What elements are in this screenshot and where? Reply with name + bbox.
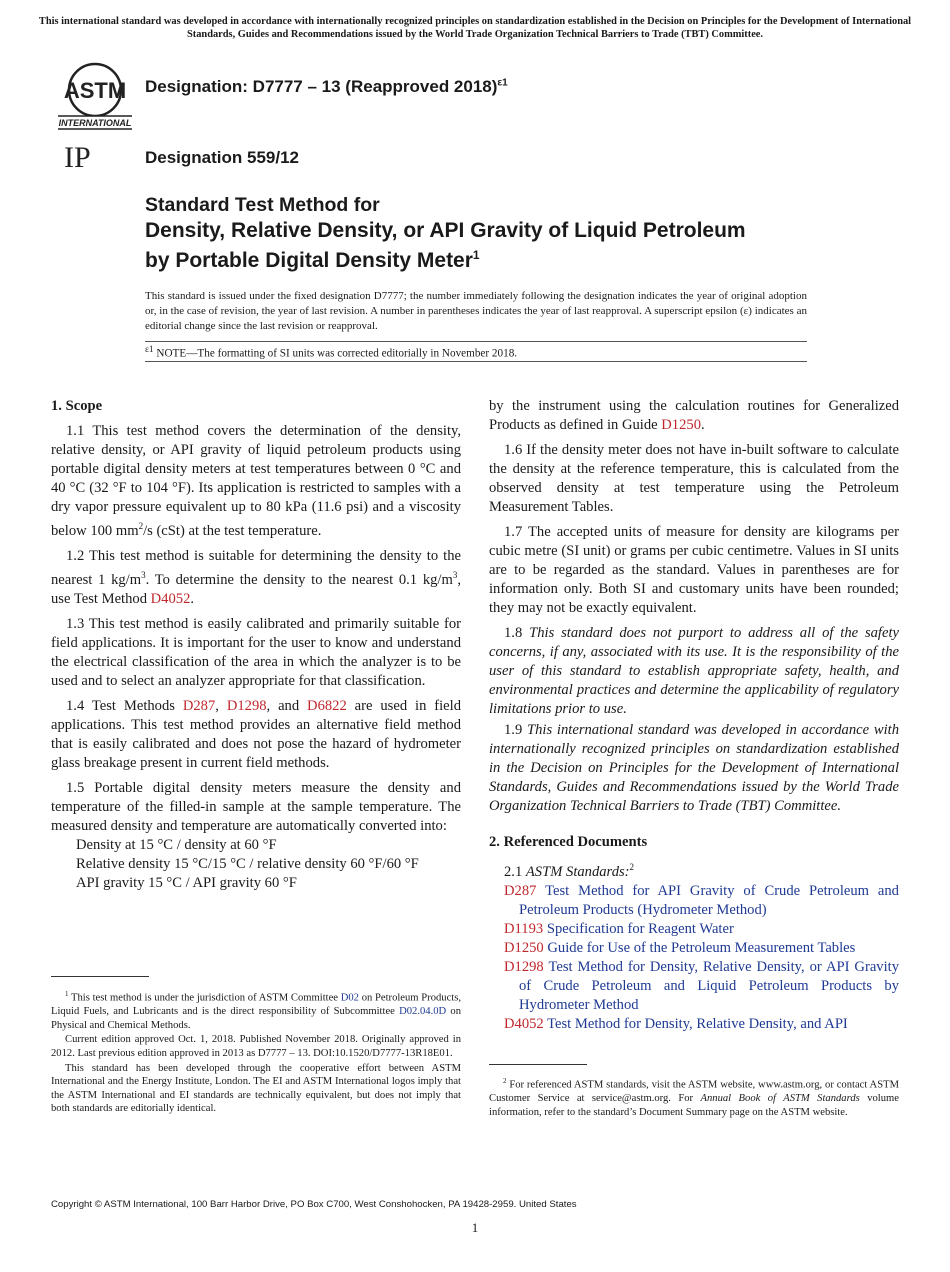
ref-item[interactable]: D1298 Test Method for Density, Relative Density, or API Gravity of Crude Petroleum and Liquid Petroleum Products by Hydrometer Method bbox=[504, 958, 900, 1013]
editorial-note: $^{\varepsilon 1}$ NOTE—The formatting of SI units was corrected editorially in November 2018. bbox=[145, 345, 518, 360]
footnote-2: $^2$ For referenced ASTM standards, visit the ASTM website, www.astm.org, or contact ASTM Customer Service at service@astm.org. For Annual Book of ASTM Standards volume information, refer to the standard’s Document Summary page on the ASTM website. bbox=[489, 1077, 899, 1118]
ref-item[interactable]: D287 Test Method for API Gravity of Crude Petroleum and Petroleum Products (Hydrometer Method) bbox=[504, 882, 899, 918]
link-d02[interactable]: D02 bbox=[340, 992, 359, 1004]
title-line-2: Density, Relative Density, or API Gravity of Liquid Petroleum bbox=[145, 219, 746, 242]
designation-secondary: Designation 559/12 bbox=[145, 148, 300, 167]
divider bbox=[145, 341, 807, 342]
para-1-5: 1.5 Portable digital density meters measure the density and temperature of the filled-in sample at the sample temperature. The measured density and temperature are automatically converted into: bbox=[51, 779, 461, 834]
ref-item[interactable]: D4052 Test Method for Density, Relative Density, and API bbox=[504, 1015, 848, 1032]
para-1-6: 1.6 If the density meter does not have in-built software to calculate the density at the reference temperature, this is calculated from the observed density at test temperature using the Petroleum Measurement Tables. bbox=[489, 442, 899, 515]
para-1-7: 1.7 The accepted units of measure for density are kilograms per cubic metre (SI unit) or grams per cubic centimetre. Values in SI units are to be regarded as the standard. Values in parentheses are for information only. Both SI and customary units have been rounded; they may not be exactly equivalent. bbox=[489, 524, 899, 616]
document-title: Standard Test Method for Density, Relative Density, or API Gravity of Liquid Petroleum by Portable Digital Density Meter$^1$ bbox=[145, 193, 835, 273]
copyright-line: Copyright © ASTM International, 100 Barr Harbor Drive, PO Box C700, West Conshohocken, PA 19428-2959. United States bbox=[51, 1199, 577, 1210]
para-1-4: 1.4 Test Methods D287, D1298, and D6822 are used in field applications. This test method provides an alternative field method that is easily calibrated and does not pose the hazard of hydrometer glass breakage present in current field methods. bbox=[51, 697, 461, 771]
para-1-2: 1.2 This test method is suitable for determining the density to the nearest 1 $kg/m^3$. To determine the density to the nearest 0.1 $kg/m^3$, use Test Method D4052. bbox=[51, 547, 461, 607]
astm-logo-subtext: INTERNATIONAL bbox=[58, 118, 132, 128]
title-line-1: Standard Test Method for bbox=[145, 194, 380, 216]
link-d1298[interactable]: D1298 bbox=[226, 697, 267, 714]
para-1-5-continued: by the instrument using the calculation routines for Generalized Products as defined in Guide D1250. bbox=[489, 398, 899, 433]
astm-logo-text: ASTM bbox=[63, 78, 127, 103]
divider bbox=[145, 361, 807, 362]
footnote-rule bbox=[489, 1064, 587, 1065]
footnote-1: $^1$ This test method is under the jurisdiction of ASTM Committee D02 on Petroleum Products, Liquid Fuels, and Lubricants and is the direct responsibility of Subcommittee D02.04.0D on Physical and Chemical Methods. Current edition approved Oct. 1, 2018. Published November 2018. Originally approved in 2012. Last previous edition approved in 2013 as D7777 – 13. DOI:10.1520/D7777-13R18E01. This standard has been developed through the cooperative effort between ASTM International and the Energy Institute, London. The EI and ASTM International logos imply that the ASTM International and EI standards are technically equivalent, but does not imply that both standards are editorially identical. bbox=[51, 990, 461, 1115]
link-d6822[interactable]: D6822 bbox=[307, 697, 347, 714]
link-d287[interactable]: D287 bbox=[182, 697, 216, 714]
ref-item[interactable]: D1250 Guide for Use of the Petroleum Measurement Tables bbox=[504, 939, 856, 956]
para-1-9: 1.9 This international standard was developed in accordance with internationally recognized principles on standardization established in the Decision on Principles for the Development of International Standards, Guides and Recommendations issued by the World Trade Organization Technical Barriers to Trade (TBT) Committee. bbox=[489, 722, 900, 814]
ip-logo bbox=[62, 140, 100, 172]
link-d02-04-0d[interactable]: D02.04.0D bbox=[399, 1006, 447, 1018]
conversion-item: Density at 15 °C / density at 60 °F bbox=[76, 836, 277, 853]
page-number: 1 bbox=[471, 1220, 479, 1235]
ip-logo-text: IP bbox=[64, 141, 91, 172]
para-1-8: 1.8 This standard does not purport to address all of the safety concerns, if any, associated with its use. It is the responsibility of the user of this standard to establish appropriate safety, health, and environmental practices and determine the applicability of regulatory limitations prior to use. bbox=[489, 625, 899, 717]
title-line-3: by Portable Digital Density Meter bbox=[145, 249, 473, 272]
para-1-1: 1.1 This test method covers the determination of the density, relative density, or API gravity of liquid petroleum products using portable digital density meters at test temperatures between 0 °C and 40 °C (32 °F to 104 °F). Its application is restricted to samples with a dry vapor pressure equivalent up to 80 kPa (11.6 psi) and a viscosity below 100 $mm^2/s$ (cSt) at the test temperature. bbox=[51, 423, 461, 539]
right-column bbox=[489, 397, 899, 1034]
ref-item[interactable]: D1193 Specification for Reagent Water bbox=[504, 920, 734, 937]
para-1-3: 1.3 This test method is easily calibrated and primarily suitable for field applications. It is important for the user to know and understand the electrical classification of the area in which the analyzer is to be used and to select an analyzer appropriate for that classification. bbox=[51, 615, 461, 689]
link-d4052[interactable]: D4052 bbox=[150, 590, 191, 607]
left-column bbox=[51, 397, 461, 893]
footnote-cooperation: This standard has been developed through the cooperative effort between ASTM International and the Energy Institute, London. The EI and ASTM International logos imply that the ASTM International and EI standards are technically equivalent, but does not imply that both standards are editorially identical. bbox=[51, 1062, 461, 1115]
issue-note: This standard is issued under the fixed designation D7777; the number immediately following the designation indicates the year of original adoption or, in the case of revision, the year of last revision. A number in parentheses indicates the year of last reapproval. A superscript epsilon (ε) indicates an editorial change since the last revision or reapproval. bbox=[145, 290, 807, 333]
link-d1250[interactable]: D1250 bbox=[661, 417, 701, 433]
conversion-item: API gravity 15 °C / API gravity 60 °F bbox=[76, 874, 297, 891]
top-notice: This international standard was developed in accordance with internationally recognized principles on standardization established in the Decision on Principles for the Development of International Standards, Guides and Recommendations issued by the World Trade Organization Technical Barriers to Trade (TBT) Committee. bbox=[38, 16, 912, 40]
designation-main: Designation: D7777 – 13 (Reapproved 2018)$^{\varepsilon 1}$ bbox=[145, 77, 508, 96]
para-2-1: 2.1 ASTM Standards:$^2$ bbox=[504, 862, 635, 880]
footnote-edition: Current edition approved Oct. 1, 2018. Published November 2018. Originally approved in 2012. Last previous edition approved in 2013 as D7777 – 13. DOI:10.1520/D7777-13R18E01. bbox=[51, 1034, 461, 1059]
conversion-item: Relative density 15 °C/15 °C / relative density 60 °F/60 °F bbox=[76, 855, 419, 872]
astm-logo bbox=[56, 60, 134, 130]
refdocs-heading: 2. Referenced Documents bbox=[489, 834, 648, 850]
footnote-rule bbox=[51, 976, 149, 977]
scope-heading: 1. Scope bbox=[51, 398, 103, 414]
